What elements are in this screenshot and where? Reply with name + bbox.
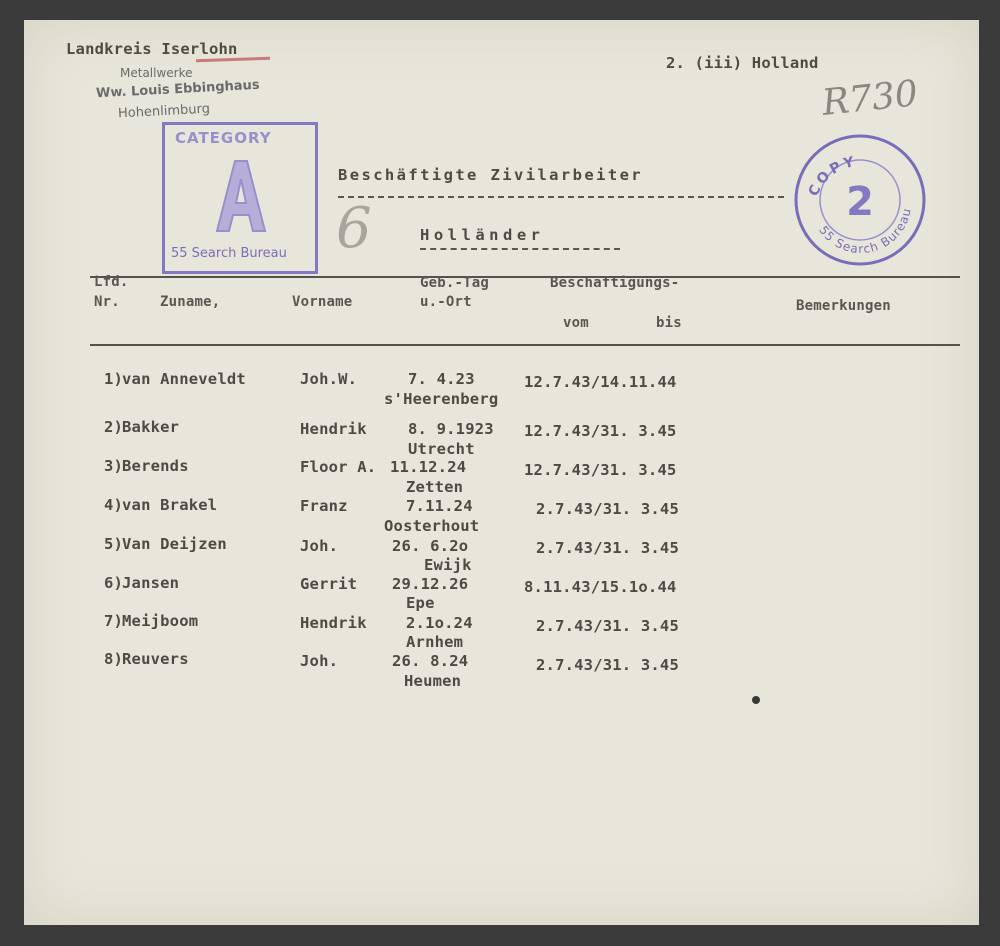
row-number: 4) <box>104 496 124 514</box>
table-header-rule <box>90 344 960 346</box>
document-subtitle: Holländer <box>420 226 545 244</box>
row-number: 8) <box>104 650 124 668</box>
col-bis: bis <box>656 315 682 331</box>
row-birthdate: 2.1o.24 <box>406 614 473 632</box>
row-period: 2.7.43/31. 3.45 <box>536 617 679 635</box>
col-geb-tag: Geb.-Tag <box>420 275 490 291</box>
document-title: Beschäftigte Zivilarbeiter <box>338 166 644 184</box>
row-birthplace: Utrecht <box>408 440 475 458</box>
subtitle-underline <box>420 248 620 250</box>
row-firstname: Franz <box>300 497 348 515</box>
row-period: 2.7.43/31. 3.45 <box>536 656 679 674</box>
row-surname: Berends <box>122 457 189 475</box>
row-period: 12.7.43/31. 3.45 <box>524 461 677 479</box>
row-surname: van Anneveldt <box>122 370 246 388</box>
title-underline <box>338 196 784 198</box>
row-birthdate: 26. 8.24 <box>392 652 469 670</box>
row-firstname: Gerrit <box>300 575 358 593</box>
copy-stamp <box>793 133 928 268</box>
pencil-mark: 6 <box>336 196 372 261</box>
row-period: 2.7.43/31. 3.45 <box>536 500 679 518</box>
row-firstname: Hendrik <box>300 420 367 438</box>
company-stamp-line3: Hohenlimburg <box>117 101 211 122</box>
row-birthdate: 7. 4.23 <box>408 370 475 388</box>
row-period: 12.7.43/31. 3.45 <box>524 422 677 440</box>
row-birthdate: 8. 9.1923 <box>408 420 494 438</box>
col-vom: vom <box>563 315 589 331</box>
row-firstname: Joh. <box>300 652 339 670</box>
row-birthdate: 29.12.26 <box>392 575 469 593</box>
row-surname: van Brakel <box>122 496 218 514</box>
row-firstname: Joh. <box>300 537 339 555</box>
row-number: 7) <box>104 612 124 630</box>
table-top-rule <box>90 276 960 278</box>
holland-reference: 2. (iii) Holland <box>666 54 819 72</box>
row-number: 2) <box>104 418 124 436</box>
row-birthplace: Zetten <box>406 478 464 496</box>
copy-stamp-top: COPY <box>805 153 859 199</box>
row-surname: Jansen <box>122 574 180 592</box>
row-birthplace: Arnhem <box>406 633 464 651</box>
row-number: 5) <box>104 535 124 553</box>
row-birthplace: Heumen <box>404 672 462 690</box>
row-period: 8.11.43/15.1o.44 <box>524 578 677 596</box>
row-period: 12.7.43/14.11.44 <box>524 373 677 391</box>
row-birthplace: Oosterhout <box>384 517 480 535</box>
row-number: 3) <box>104 457 124 475</box>
col-zuname: Zuname, <box>160 294 221 310</box>
col-vorname: Vorname <box>292 294 353 310</box>
row-birthdate: 11.12.24 <box>390 458 467 476</box>
category-stamp <box>162 122 318 274</box>
category-stamp-title: CATEGORY <box>175 129 272 147</box>
col-bemerkungen: Bemerkungen <box>796 298 891 314</box>
row-birthdate: 26. 6.2o <box>392 537 469 555</box>
ink-dot <box>752 696 760 704</box>
district-heading: Landkreis Iserlohn <box>66 40 238 58</box>
col-nr: Nr. <box>94 294 120 310</box>
row-birthplace: Epe <box>406 594 435 612</box>
category-stamp-footer: 55 Search Bureau <box>171 246 287 261</box>
row-birthplace: s'Heerenberg <box>384 390 499 408</box>
copy-stamp-bottom: 55 Search Bureau <box>816 206 914 257</box>
col-geb-ort: u.-Ort <box>420 294 472 310</box>
row-surname: Van Deijzen <box>122 535 227 553</box>
row-firstname: Joh.W. <box>300 370 358 388</box>
row-period: 2.7.43/31. 3.45 <box>536 539 679 557</box>
category-letter-icon <box>215 155 267 235</box>
company-stamp-line2: Ww. Louis Ebbinghaus <box>95 77 260 102</box>
copy-stamp-number: 2 <box>846 179 874 225</box>
company-stamp-line1: Metallwerke <box>120 66 193 80</box>
row-firstname: Floor A. <box>300 458 377 476</box>
handwritten-reference: R730 <box>820 73 920 124</box>
row-firstname: Hendrik <box>300 614 367 632</box>
row-surname: Bakker <box>122 418 180 436</box>
row-birthplace: Ewijk <box>424 556 472 574</box>
row-surname: Meijboom <box>122 612 199 630</box>
col-lfd: Lfd. <box>94 274 129 290</box>
row-birthdate: 7.11.24 <box>406 497 473 515</box>
row-surname: Reuvers <box>122 650 189 668</box>
col-beschaeftigung: Beschäftigungs- <box>550 275 680 291</box>
row-number: 6) <box>104 574 124 592</box>
row-number: 1) <box>104 370 124 388</box>
